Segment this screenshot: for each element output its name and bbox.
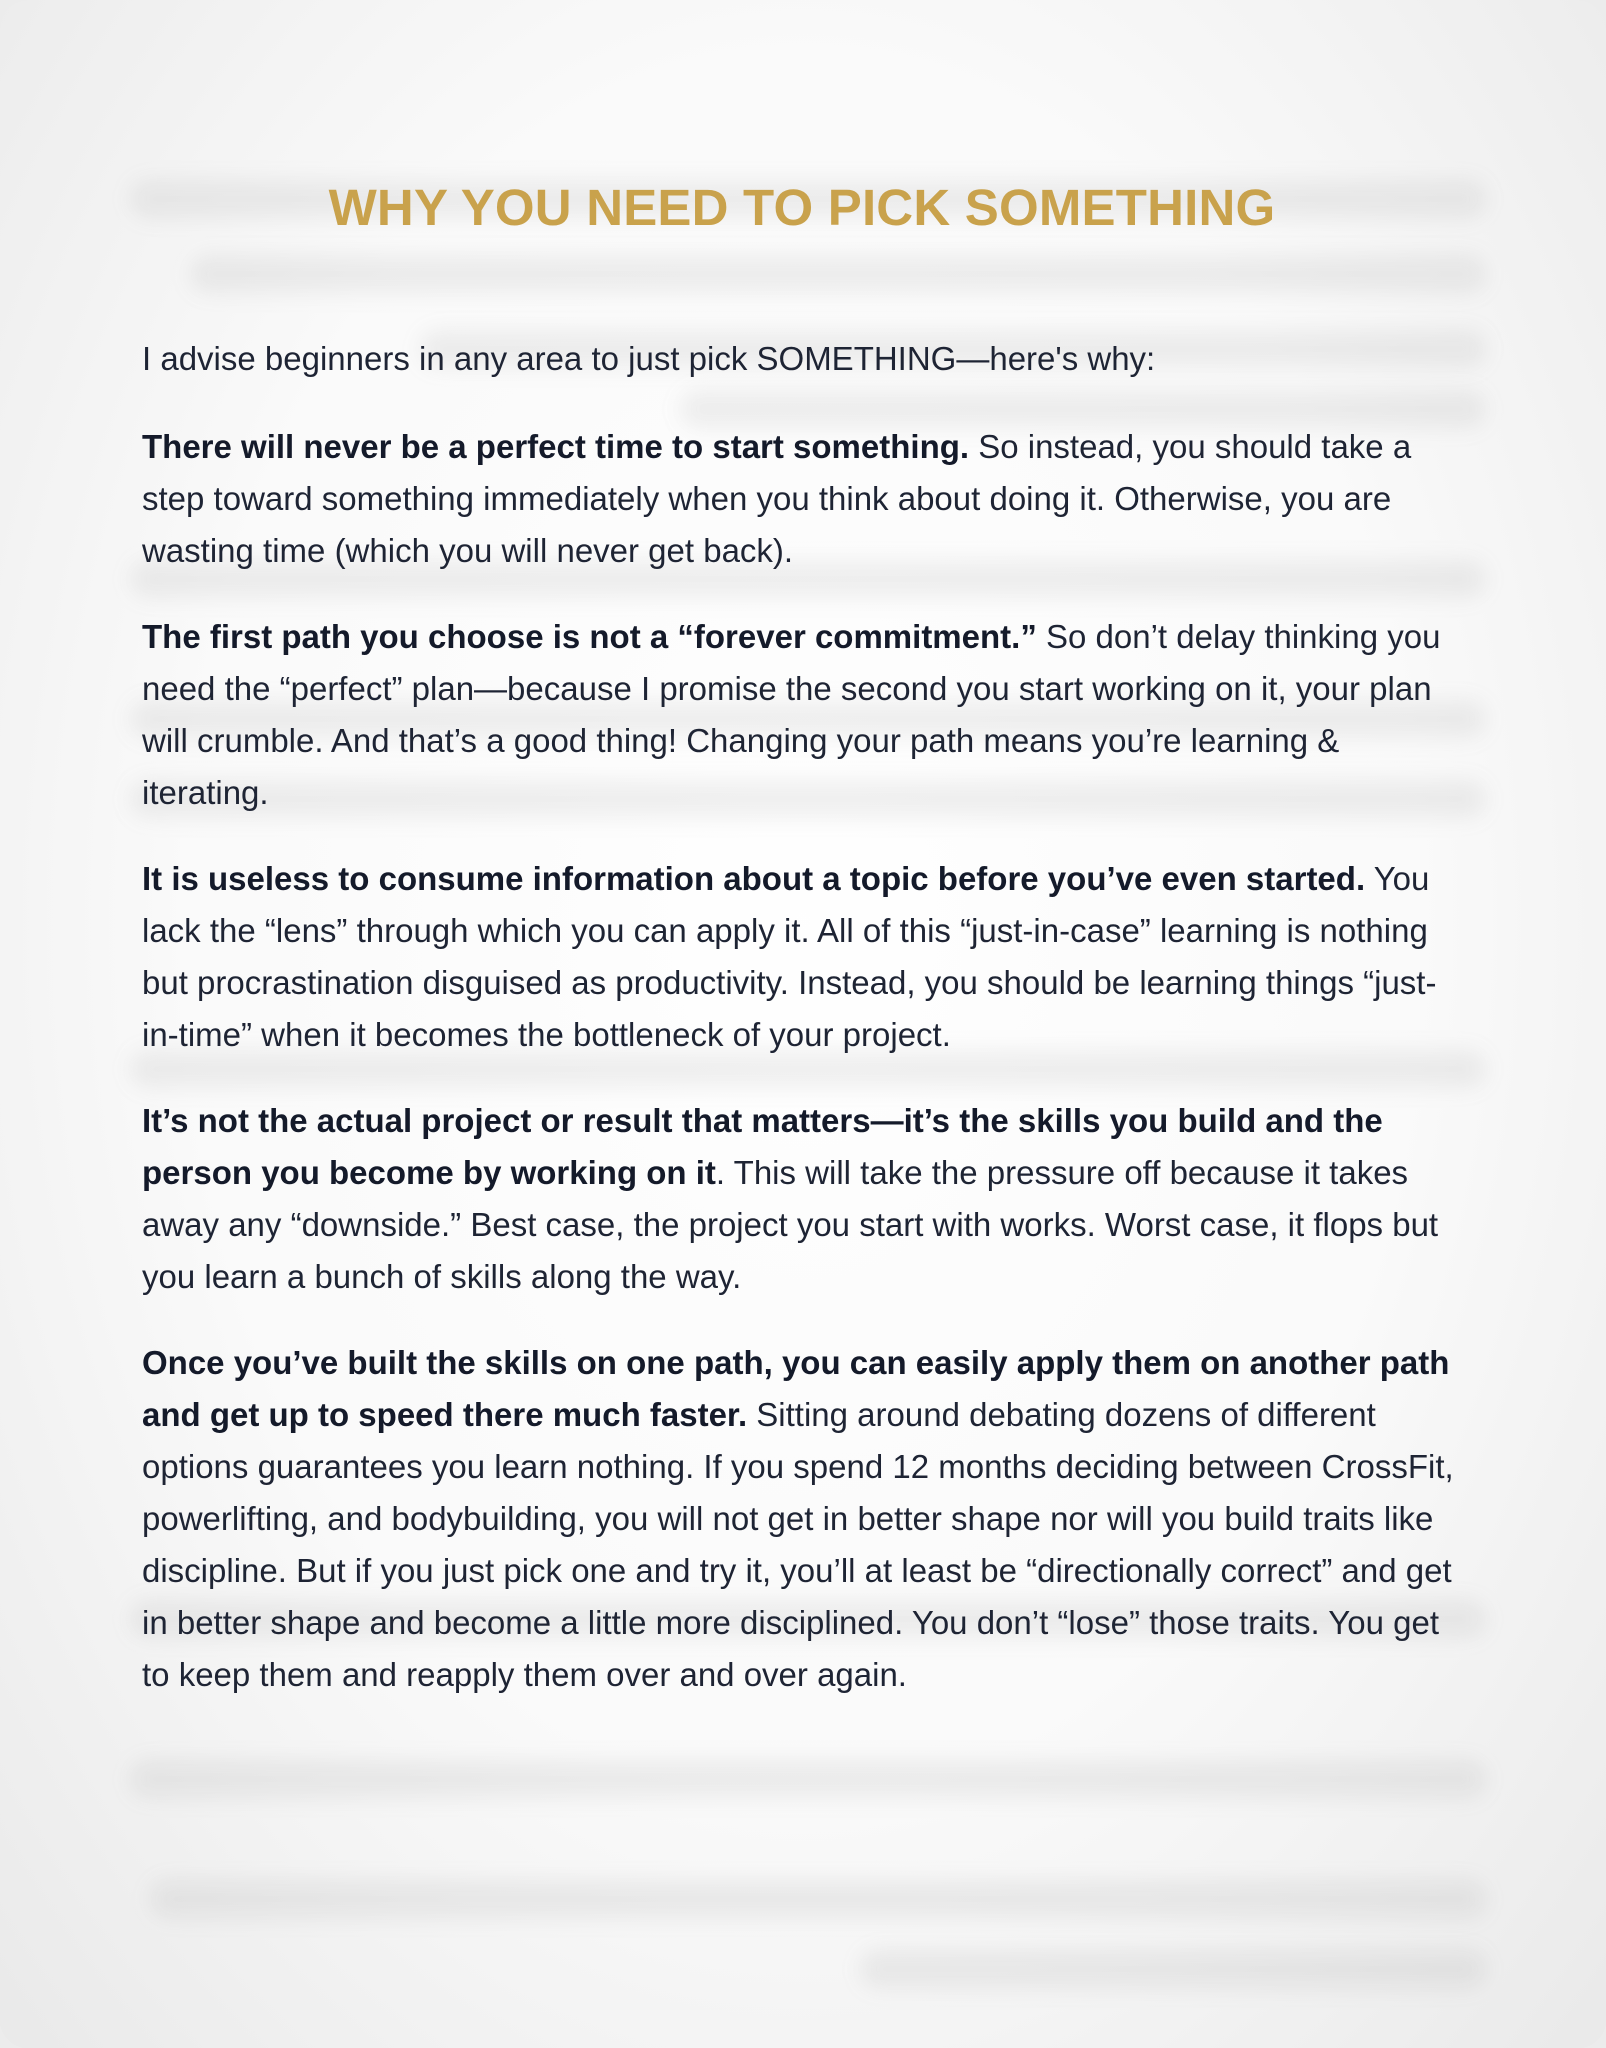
paragraph-lead: It’s not the actual project or result that matters—it’s the skills you build and the person you become by working on it xyxy=(142,1102,1383,1191)
intro-paragraph: I advise beginners in any area to just pick SOMETHING—here's why: xyxy=(142,340,1156,377)
paragraph-body: . This will take the pressure off because it takes away any “downside.” Best case, the project you start with works. Worst case, it flops but you learn a bunch of skills along the way. xyxy=(142,1154,1439,1295)
paragraph-another-path xyxy=(142,1337,1462,1701)
paragraph-skills-matter xyxy=(142,1095,1462,1303)
blurred-background-line xyxy=(860,1950,1486,1988)
paragraph-perfect-time xyxy=(142,421,1462,577)
paragraph-body: So don’t delay thinking you need the “perfect” plan—because I promise the second you start working on it, your plan will crumble. And that’s a good thing! Changing your path means you’re learning & iterating. xyxy=(142,618,1441,811)
paragraph-lead: Once you’ve built the skills on one path, you can easily apply them on another path and get up to speed there much faster. xyxy=(142,1344,1450,1433)
paragraph-lead: There will never be a perfect time to start something. xyxy=(142,428,970,465)
blurred-background-line xyxy=(130,1760,1486,1798)
page-title: WHY YOU NEED TO PICK SOMETHING xyxy=(328,179,1276,236)
paragraph-consume-information xyxy=(142,853,1462,1061)
paragraph-body: You lack the “lens” through which you can apply it. All of this “just-in-case” learning is nothing but procrastination disguised as productivity. Instead, you should be learning things “just-in-time” when it becomes the bottleneck of your project. xyxy=(142,860,1437,1053)
paragraph-first-path xyxy=(142,611,1462,819)
paragraph-lead: The first path you choose is not a “forever commitment.” xyxy=(142,618,1037,655)
blurred-background-line xyxy=(150,1880,1486,1918)
paragraph-lead: It is useless to consume information about a topic before you’ve even started. xyxy=(142,860,1366,897)
paragraph-body: Sitting around debating dozens of different options guarantees you learn nothing. If you spend 12 months deciding between CrossFit, powerlifting, and bodybuilding, you will not get in better shape nor will you build traits like discipline. But if you just pick one and try it, you’ll at least be “directionally correct” and get in better shape and become a little more disciplined. You don’t “lose” those traits. You get to keep them and reapply them over and over again. xyxy=(142,1396,1454,1693)
paragraph-body: So instead, you should take a step toward something immediately when you think about doing it. Otherwise, you are wasting time (which you will never get back). xyxy=(142,428,1412,569)
document-content xyxy=(142,178,1462,1735)
